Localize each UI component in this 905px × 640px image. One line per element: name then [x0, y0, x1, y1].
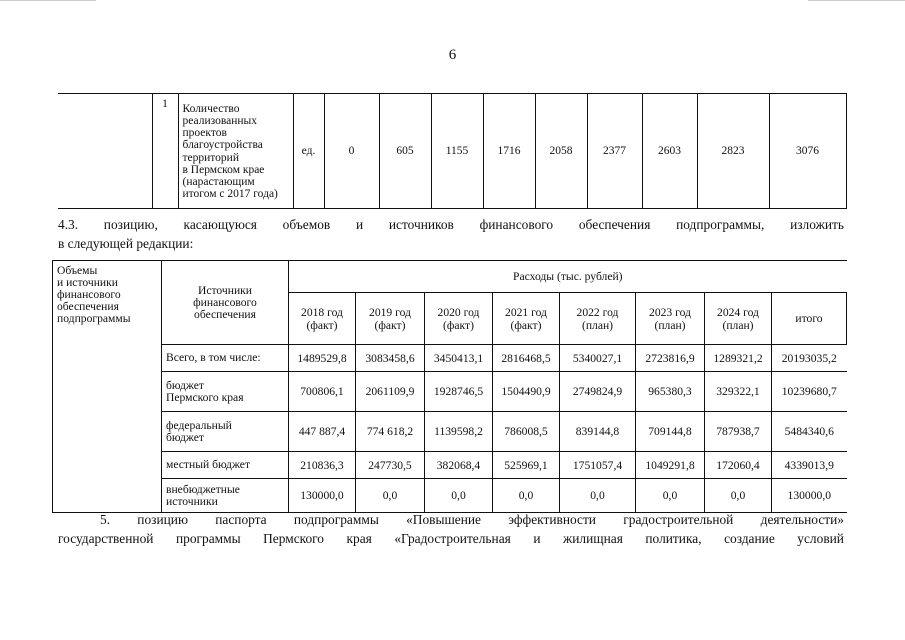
- financing-table: [52, 260, 847, 513]
- total-cell: 10239680,7: [772, 372, 847, 412]
- value-cell: 2723816,9: [636, 345, 705, 372]
- total-cell: 130000,0: [772, 479, 847, 513]
- year-header: 2019 год (факт): [356, 293, 425, 345]
- indicator-value: 2603: [642, 94, 697, 209]
- table-row: [53, 372, 847, 412]
- value-cell: 786008,5: [493, 412, 560, 452]
- table-row: [53, 412, 847, 452]
- source-label: федеральный бюджет: [162, 412, 289, 452]
- value-cell: 774 618,2: [356, 412, 425, 452]
- value-cell: 1928746,5: [425, 372, 493, 412]
- value-cell: 1139598,2: [425, 412, 493, 452]
- total-cell: 4339013,9: [772, 452, 847, 479]
- value-cell: 3450413,1: [425, 345, 493, 372]
- indicator-value: 2377: [587, 94, 642, 209]
- indicator-value: 2823: [697, 94, 769, 209]
- indicator-value: 2058: [535, 94, 587, 209]
- value-cell: 525969,1: [493, 452, 560, 479]
- value-cell: 130000,0: [289, 479, 356, 513]
- indicator-index: 1: [152, 94, 178, 209]
- paragraph-line: 4.3. позицию, касающуюся объемов и источников финансового обеспечения подпрограммы, изложить: [58, 217, 844, 232]
- value-cell: 329322,1: [705, 372, 772, 412]
- scan-edge-left: [0, 0, 96, 1]
- sources-header: Источники финансового обеспечения: [162, 261, 289, 345]
- value-cell: 5340027,1: [560, 345, 636, 372]
- value-cell: 1504490,9: [493, 372, 560, 412]
- value-cell: 0,0: [705, 479, 772, 513]
- year-header: 2024 год (план): [705, 293, 772, 345]
- expenses-header: Расходы (тыс. рублей): [289, 261, 847, 293]
- indicator-table: [58, 93, 847, 209]
- blank-cell: [58, 94, 152, 209]
- value-cell: 2749824,9: [560, 372, 636, 412]
- year-header: 2018 год (факт): [289, 293, 356, 345]
- value-cell: 1049291,8: [636, 452, 705, 479]
- paragraph-line: в следующей редакции:: [58, 236, 194, 251]
- value-cell: 0,0: [560, 479, 636, 513]
- value-cell: 447 887,4: [289, 412, 356, 452]
- value-cell: 210836,3: [289, 452, 356, 479]
- indicator-value: 605: [379, 94, 431, 209]
- value-cell: 1289321,2: [705, 345, 772, 372]
- page-number: 6: [448, 47, 457, 63]
- value-cell: 2061109,9: [356, 372, 425, 412]
- table-row: [53, 452, 847, 479]
- indicator-value: 1716: [483, 94, 535, 209]
- source-label: бюджет Пермского края: [162, 372, 289, 412]
- value-cell: 382068,4: [425, 452, 493, 479]
- financing-label: Объемы и источники финансового обеспечения подпрограммы: [53, 261, 162, 513]
- total-cell: 20193035,2: [772, 345, 847, 372]
- value-cell: 1751057,4: [560, 452, 636, 479]
- value-cell: 700806,1: [289, 372, 356, 412]
- indicator-name: Количество реализованных проектов благоустройства территорий в Пермском крае (нарастающим итогом с 2017 года): [178, 94, 293, 209]
- total-cell: 5484340,6: [772, 412, 847, 452]
- year-header: 2022 год (план): [560, 293, 636, 345]
- value-cell: 247730,5: [356, 452, 425, 479]
- paragraph-4-3: [58, 215, 844, 253]
- year-header: 2023 год (план): [636, 293, 705, 345]
- source-label: внебюджетные источники: [162, 479, 289, 513]
- indicator-row: [58, 94, 846, 209]
- value-cell: 0,0: [493, 479, 560, 513]
- value-cell: 2816468,5: [493, 345, 560, 372]
- total-header: итого: [772, 293, 847, 345]
- year-header: 2020 год (факт): [425, 293, 493, 345]
- value-cell: 1489529,8: [289, 345, 356, 372]
- indicator-unit: ед.: [293, 94, 324, 209]
- value-cell: 787938,7: [705, 412, 772, 452]
- source-label: Всего, в том числе:: [162, 345, 289, 372]
- paragraph-line: 5. позицию паспорта подпрограммы «Повышение эффективности градостроительной деятельности»: [100, 512, 844, 527]
- paragraph-line: государственной программы Пермского края «Градостроительная и жилищная политика, создание условий: [58, 531, 844, 546]
- table-row: [53, 345, 847, 372]
- value-cell: 0,0: [425, 479, 493, 513]
- value-cell: 709144,8: [636, 412, 705, 452]
- value-cell: 965380,3: [636, 372, 705, 412]
- table-row: [53, 479, 847, 513]
- value-cell: 0,0: [636, 479, 705, 513]
- header-row: [53, 261, 847, 293]
- value-cell: 172060,4: [705, 452, 772, 479]
- indicator-value: 1155: [431, 94, 483, 209]
- year-header: 2021 год (факт): [493, 293, 560, 345]
- value-cell: 839144,8: [560, 412, 636, 452]
- paragraph-5: [58, 510, 844, 548]
- indicator-value: 0: [324, 94, 379, 209]
- value-cell: 0,0: [356, 479, 425, 513]
- value-cell: 3083458,6: [356, 345, 425, 372]
- indicator-value: 3076: [769, 94, 846, 209]
- scan-edge-right: [808, 0, 905, 1]
- source-label: местный бюджет: [162, 452, 289, 479]
